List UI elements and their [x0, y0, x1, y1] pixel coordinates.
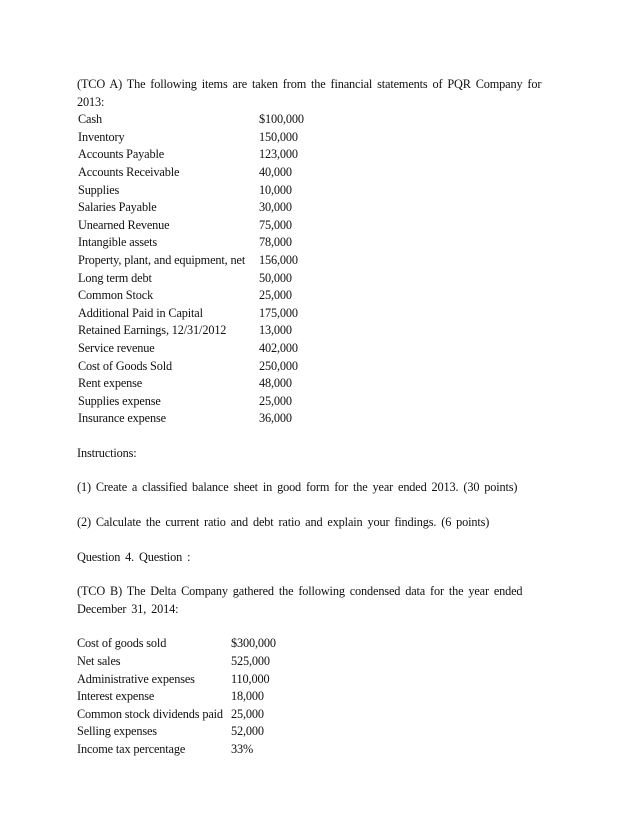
table-row — [77, 199, 547, 217]
document-content — [77, 76, 547, 759]
table-row — [77, 287, 547, 305]
item-value: 110,000 — [231, 671, 270, 686]
item-label: Cost of Goods Sold — [78, 358, 172, 373]
item-value: 30,000 — [259, 200, 292, 215]
item-label: Cash — [78, 112, 102, 127]
item-value: 10,000 — [259, 182, 292, 197]
item-label: Retained Earnings, 12/31/2012 — [78, 323, 227, 338]
item-value: 175,000 — [259, 305, 298, 320]
table-row — [77, 111, 547, 129]
table-row — [77, 635, 547, 653]
table-row — [77, 305, 547, 323]
item-value: 18,000 — [231, 689, 264, 704]
item-value: 78,000 — [259, 235, 292, 250]
item-label: Unearned Revenue — [78, 217, 170, 232]
question-4-heading: Question 4. Question : — [77, 549, 191, 564]
item-value: 40,000 — [259, 164, 292, 179]
item-value: 25,000 — [259, 393, 292, 408]
item-label: Long term debt — [78, 270, 152, 285]
table-row — [77, 358, 547, 376]
item-value: $300,000 — [231, 636, 276, 651]
item-label: Interest expense — [77, 689, 155, 704]
item-value: 25,000 — [231, 706, 264, 721]
instructions-heading: Instructions: — [77, 445, 137, 460]
instruction-1: (1) Create a classified balance sheet in good form for the year ended 2013. (30 points) — [77, 480, 518, 495]
table-row — [77, 252, 547, 270]
item-value: $100,000 — [259, 112, 304, 127]
item-label: Administrative expenses — [77, 671, 195, 686]
item-value: 13,000 — [259, 323, 292, 338]
table-row — [77, 671, 547, 689]
item-label: Supplies expense — [78, 393, 161, 408]
item-label: Rent expense — [78, 376, 143, 391]
table-row — [77, 270, 547, 288]
table-row — [77, 164, 547, 182]
table-row — [77, 723, 547, 741]
item-label: Additional Paid in Capital — [78, 305, 203, 320]
item-label: Inventory — [78, 129, 125, 144]
item-label: Common Stock — [78, 288, 154, 303]
item-label: Net sales — [77, 654, 121, 669]
item-label: Insurance expense — [78, 411, 166, 426]
q3-items-table — [77, 111, 547, 428]
item-label: Accounts Receivable — [78, 164, 180, 179]
table-row — [77, 322, 547, 340]
table-row — [77, 217, 547, 235]
table-row — [77, 234, 547, 252]
table-row — [77, 706, 547, 724]
item-label: Cost of goods sold — [77, 636, 167, 651]
item-label: Common stock dividends paid — [77, 706, 223, 721]
item-label: Property, plant, and equipment, net — [78, 252, 246, 267]
item-value: 75,000 — [259, 217, 292, 232]
q3-intro: (TCO A) The following items are taken from the financial statements of PQR Company for 2013: — [77, 77, 542, 109]
item-value: 402,000 — [259, 340, 298, 355]
item-value: 36,000 — [259, 411, 292, 426]
table-row — [77, 410, 547, 428]
item-value: 50,000 — [259, 270, 292, 285]
table-row — [77, 688, 547, 706]
item-value: 150,000 — [259, 129, 298, 144]
item-label: Salaries Payable — [78, 200, 157, 215]
item-value: 33% — [231, 742, 254, 756]
q4-items-table — [77, 635, 547, 758]
table-row — [77, 741, 547, 759]
item-value: 48,000 — [259, 376, 292, 391]
item-value: 25,000 — [259, 288, 292, 303]
item-label: Service revenue — [78, 340, 155, 355]
item-value: 525,000 — [231, 654, 270, 669]
table-row — [77, 653, 547, 671]
table-row — [77, 393, 547, 411]
instruction-2: (2) Calculate the current ratio and debt ratio and explain your findings. (6 points) — [77, 515, 490, 530]
table-row — [77, 146, 547, 164]
item-label: Intangible assets — [78, 235, 158, 250]
item-label: Accounts Payable — [78, 147, 165, 162]
item-value: 250,000 — [259, 358, 298, 373]
item-value: 156,000 — [259, 252, 298, 267]
table-row — [77, 129, 547, 147]
q4-intro: (TCO B) The Delta Company gathered the following condensed data for the year ended December 31, 2014: — [77, 584, 523, 616]
table-row — [77, 340, 547, 358]
table-row — [77, 182, 547, 200]
table-row — [77, 375, 547, 393]
item-value: 52,000 — [231, 724, 264, 739]
item-label: Supplies — [78, 182, 120, 197]
item-value: 123,000 — [259, 147, 298, 162]
item-label: Selling expenses — [77, 724, 157, 739]
item-label: Income tax percentage — [77, 742, 186, 756]
